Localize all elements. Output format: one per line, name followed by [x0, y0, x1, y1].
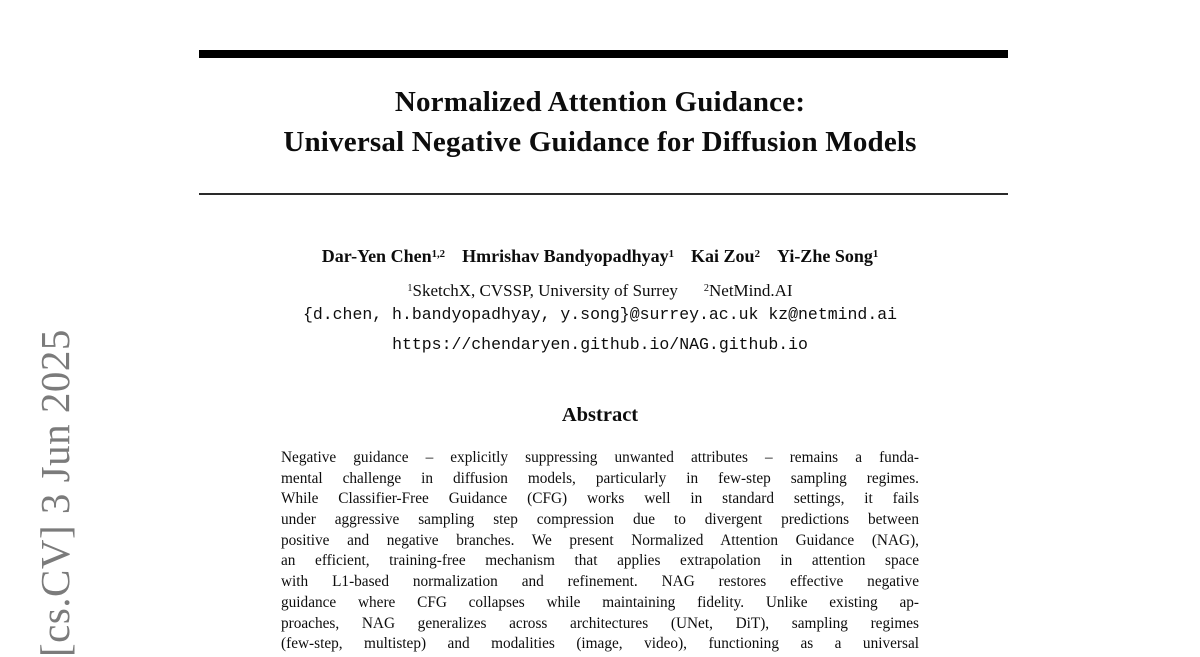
- paper-title-line1: Normalized Attention Guidance:: [394, 86, 806, 118]
- author-affiliation-sup: 1: [668, 248, 675, 261]
- author-affiliation-sup: 1,2: [431, 248, 446, 261]
- abstract-text-line: mental challenge in diffusion models, particularly in few-step sampling regimes.: [281, 469, 919, 487]
- author-affiliation-sup: 1: [872, 248, 879, 261]
- abstract-heading: Abstract: [561, 404, 639, 426]
- paper-title: [0, 82, 1200, 162]
- affiliation-sup: 2: [703, 283, 709, 295]
- author: [462, 246, 674, 266]
- abstract-text-line: under aggressive sampling step compression due to divergent predictions between: [281, 511, 919, 529]
- project-url-link[interactable]: https://chendaryen.github.io/NAG.github.io: [392, 335, 808, 354]
- author-name: Dar-Yen Chen: [321, 246, 432, 266]
- arxiv-sidebar-watermark: [cs.CV] 3 Jun 2025: [32, 329, 78, 657]
- author-affiliation-sup: 2: [754, 248, 760, 261]
- affiliation: [704, 281, 793, 300]
- affiliation-sup: 1: [407, 283, 413, 295]
- abstract-text-line: While Classifier-Free Guidance (CFG) works well in standard settings, it fails: [281, 490, 919, 508]
- abstract-text-line: with L1-based normalization and refinement. NAG restores effective negative: [281, 573, 919, 591]
- paper-title-line2: Universal Negative Guidance for Diffusion Models: [283, 126, 917, 158]
- top-rule: [199, 50, 1008, 58]
- authors-line: [0, 245, 1200, 270]
- abstract-body: [281, 448, 919, 655]
- affiliation-text: SketchX, CVSSP, University of Surrey: [412, 281, 678, 300]
- affiliation: [407, 281, 678, 300]
- affiliation-text: NetMind.AI: [709, 281, 793, 300]
- author-name: Kai Zou: [691, 246, 755, 266]
- author: [777, 246, 878, 266]
- abstract-text-line: an efficient, training-free mechanism that applies extrapolation in attention space: [281, 552, 919, 570]
- author-name: Hmrishav Bandyopadhyay: [462, 246, 669, 266]
- abstract-text-line: proaches, NAG generalizes across architectures (UNet, DiT), sampling regimes: [281, 614, 919, 632]
- affiliations-line: [0, 281, 1200, 304]
- author-name: Yi-Zhe Song: [776, 246, 873, 266]
- author-emails: {d.chen, h.bandyopadhyay, y.song}@surrey.ac.uk kz@netmind.ai: [302, 305, 898, 324]
- title-rule: [199, 193, 1008, 195]
- author: [691, 246, 760, 266]
- abstract-text-line: (few-step, multistep) and modalities (image, video), functioning as a universal: [281, 635, 919, 653]
- abstract-text-line: Negative guidance – explicitly suppressing unwanted attributes – remains a funda-: [281, 449, 919, 466]
- abstract-text-line: positive and negative branches. We present Normalized Attention Guidance (NAG),: [281, 531, 919, 549]
- abstract-text-line: guidance where CFG collapses while maintaining fidelity. Unlike existing ap-: [281, 593, 919, 611]
- author: [322, 246, 445, 266]
